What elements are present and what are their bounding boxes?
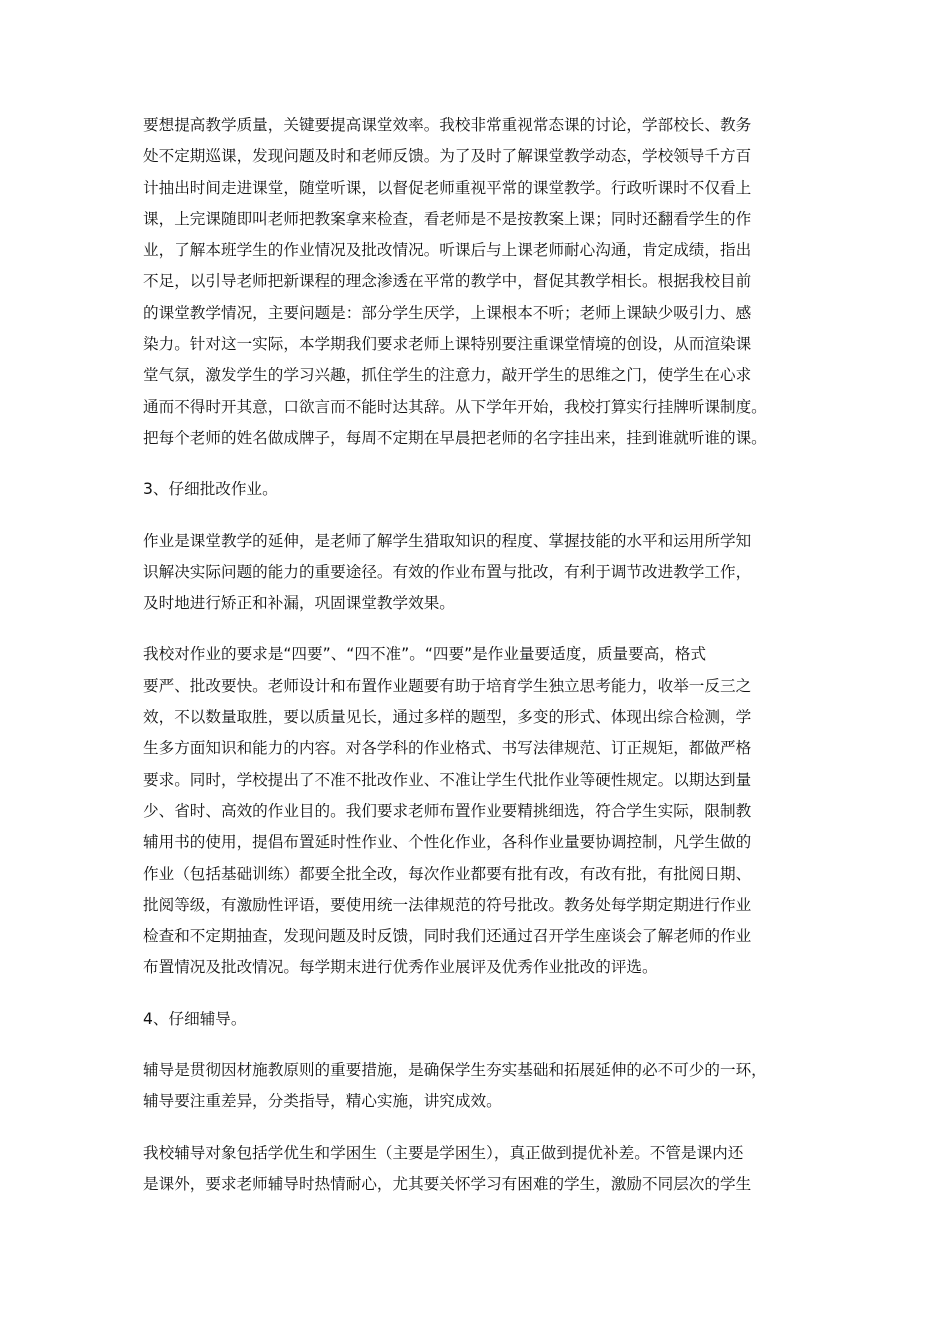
text-line: 染力。针对这一实际，本学期我们要求老师上课特别要注重课堂情境的创设，从而渲染课 <box>143 335 752 354</box>
section-heading-3 <box>143 474 808 505</box>
text-line: 计抽出时间走进课堂，随堂听课，以督促老师重视平常的课堂教学。行政听课时不仅看上 <box>143 178 752 197</box>
text-line: 辅导是贯彻因材施教原则的重要措施，是确保学生夯实基础和拓展延伸的必不可少的一环， <box>143 1061 767 1080</box>
text-line: 布置情况及批改情况。每学期末进行优秀作业展评及优秀作业批改的评选。 <box>143 958 658 977</box>
text-line: 要严、批改要快。老师设计和布置作业题要有助于培育学生独立思考能力，收举一反三之 <box>143 676 752 695</box>
text-line: 业，了解本班学生的作业情况及批改情况。听课后与上课老师耐心沟通，肯定成绩，指出 <box>143 241 752 260</box>
text-line: 辅导要注重差异，分类指导，精心实施，讲究成效。 <box>143 1092 502 1111</box>
heading-text: 3、仔细批改作业。 <box>143 480 278 499</box>
paragraph-homework-intro <box>143 526 808 620</box>
text-line: 作业是课堂教学的延伸，是老师了解学生猎取知识的程度、掌握技能的水平和运用所学知 <box>143 531 752 550</box>
paragraph-homework-requirements <box>143 639 808 983</box>
text-line: 把每个老师的姓名做成牌子，每周不定期在早晨把老师的名字挂出来，挂到谁就听谁的课。 <box>143 428 767 447</box>
text-line: 要求。同时，学校提出了不准不批改作业、不准让学生代批作业等硬性规定。以期达到量 <box>143 770 752 789</box>
document-page <box>143 110 808 1220</box>
text-line: 作业（包括基础训练）都要全批全改，每次作业都要有批有改，有改有批，有批阅日期、 <box>143 864 752 883</box>
text-line: 要想提高教学质量，关键要提高课堂效率。我校非常重视常态课的讨论，学部校长、教务 <box>143 116 752 134</box>
heading-text: 4、仔细辅导。 <box>143 1009 247 1028</box>
text-line: 堂气氛，激发学生的学习兴趣，抓住学生的注意力，敲开学生的思维之门，使学生在心求 <box>143 366 752 385</box>
text-line: 及时地进行矫正和补漏，巩固课堂教学效果。 <box>143 594 455 613</box>
text-line: 是课外，要求老师辅导时热情耐心，尤其要关怀学习有困难的学生，激励不同层次的学生 <box>143 1174 752 1193</box>
text-line: 课，上完课随即叫老师把教案拿来检查，看老师是不是按教案上课；同时还翻看学生的作 <box>143 209 752 228</box>
section-heading-4 <box>143 1004 808 1035</box>
text-line: 通而不得时开其意，口欲言而不能时达其辞。从下学年开始，我校打算实行挂牌听课制度。 <box>143 397 767 416</box>
text-line: 批阅等级，有激励性评语，要使用统一法律规范的符号批改。教务处每学期定期进行作业 <box>143 895 752 914</box>
text-line: 检查和不定期抽查，发现问题及时反馈，同时我们还通过召开学生座谈会了解老师的作业 <box>143 927 752 946</box>
text-line: 不足，以引导老师把新课程的理念渗透在平常的教学中，督促其教学相长。根据我校目前 <box>143 272 752 291</box>
text-line: 我校对作业的要求是“四要”、“四不准”。“四要”是作业量要适度，质量要高，格式 <box>143 645 707 664</box>
text-line: 我校辅导对象包括学优生和学困生（主要是学困生），真正做到提优补差。不管是课内还 <box>143 1143 744 1162</box>
text-line: 识解决实际问题的能力的重要途径。有效的作业布置与批改，有利于调节改进教学工作， <box>143 562 752 581</box>
text-line: 的课堂教学情况，主要问题是：部分学生厌学，上课根本不听；老师上课缺少吸引力、感 <box>143 303 752 322</box>
text-line: 生多方面知识和能力的内容。对各学科的作业格式、书写法律规范、订正规矩，都做严格 <box>143 739 752 758</box>
text-line: 少、省时、高效的作业目的。我们要求老师布置作业要精挑细选，符合学生实际，限制教 <box>143 801 752 820</box>
paragraph-classroom-efficiency <box>143 110 808 454</box>
paragraph-tutoring-targets <box>143 1138 808 1201</box>
text-line: 辅用书的使用，提倡布置延时性作业、个性化作业，各科作业量要协调控制，凡学生做的 <box>143 833 752 852</box>
paragraph-tutoring-intro <box>143 1055 808 1118</box>
text-line: 处不定期巡课，发现问题及时和老师反馈。为了及时了解课堂教学动态，学校领导千方百 <box>143 147 752 166</box>
text-line: 效，不以数量取胜，要以质量见长，通过多样的题型，多变的形式、体现出综合检测，学 <box>143 708 752 727</box>
